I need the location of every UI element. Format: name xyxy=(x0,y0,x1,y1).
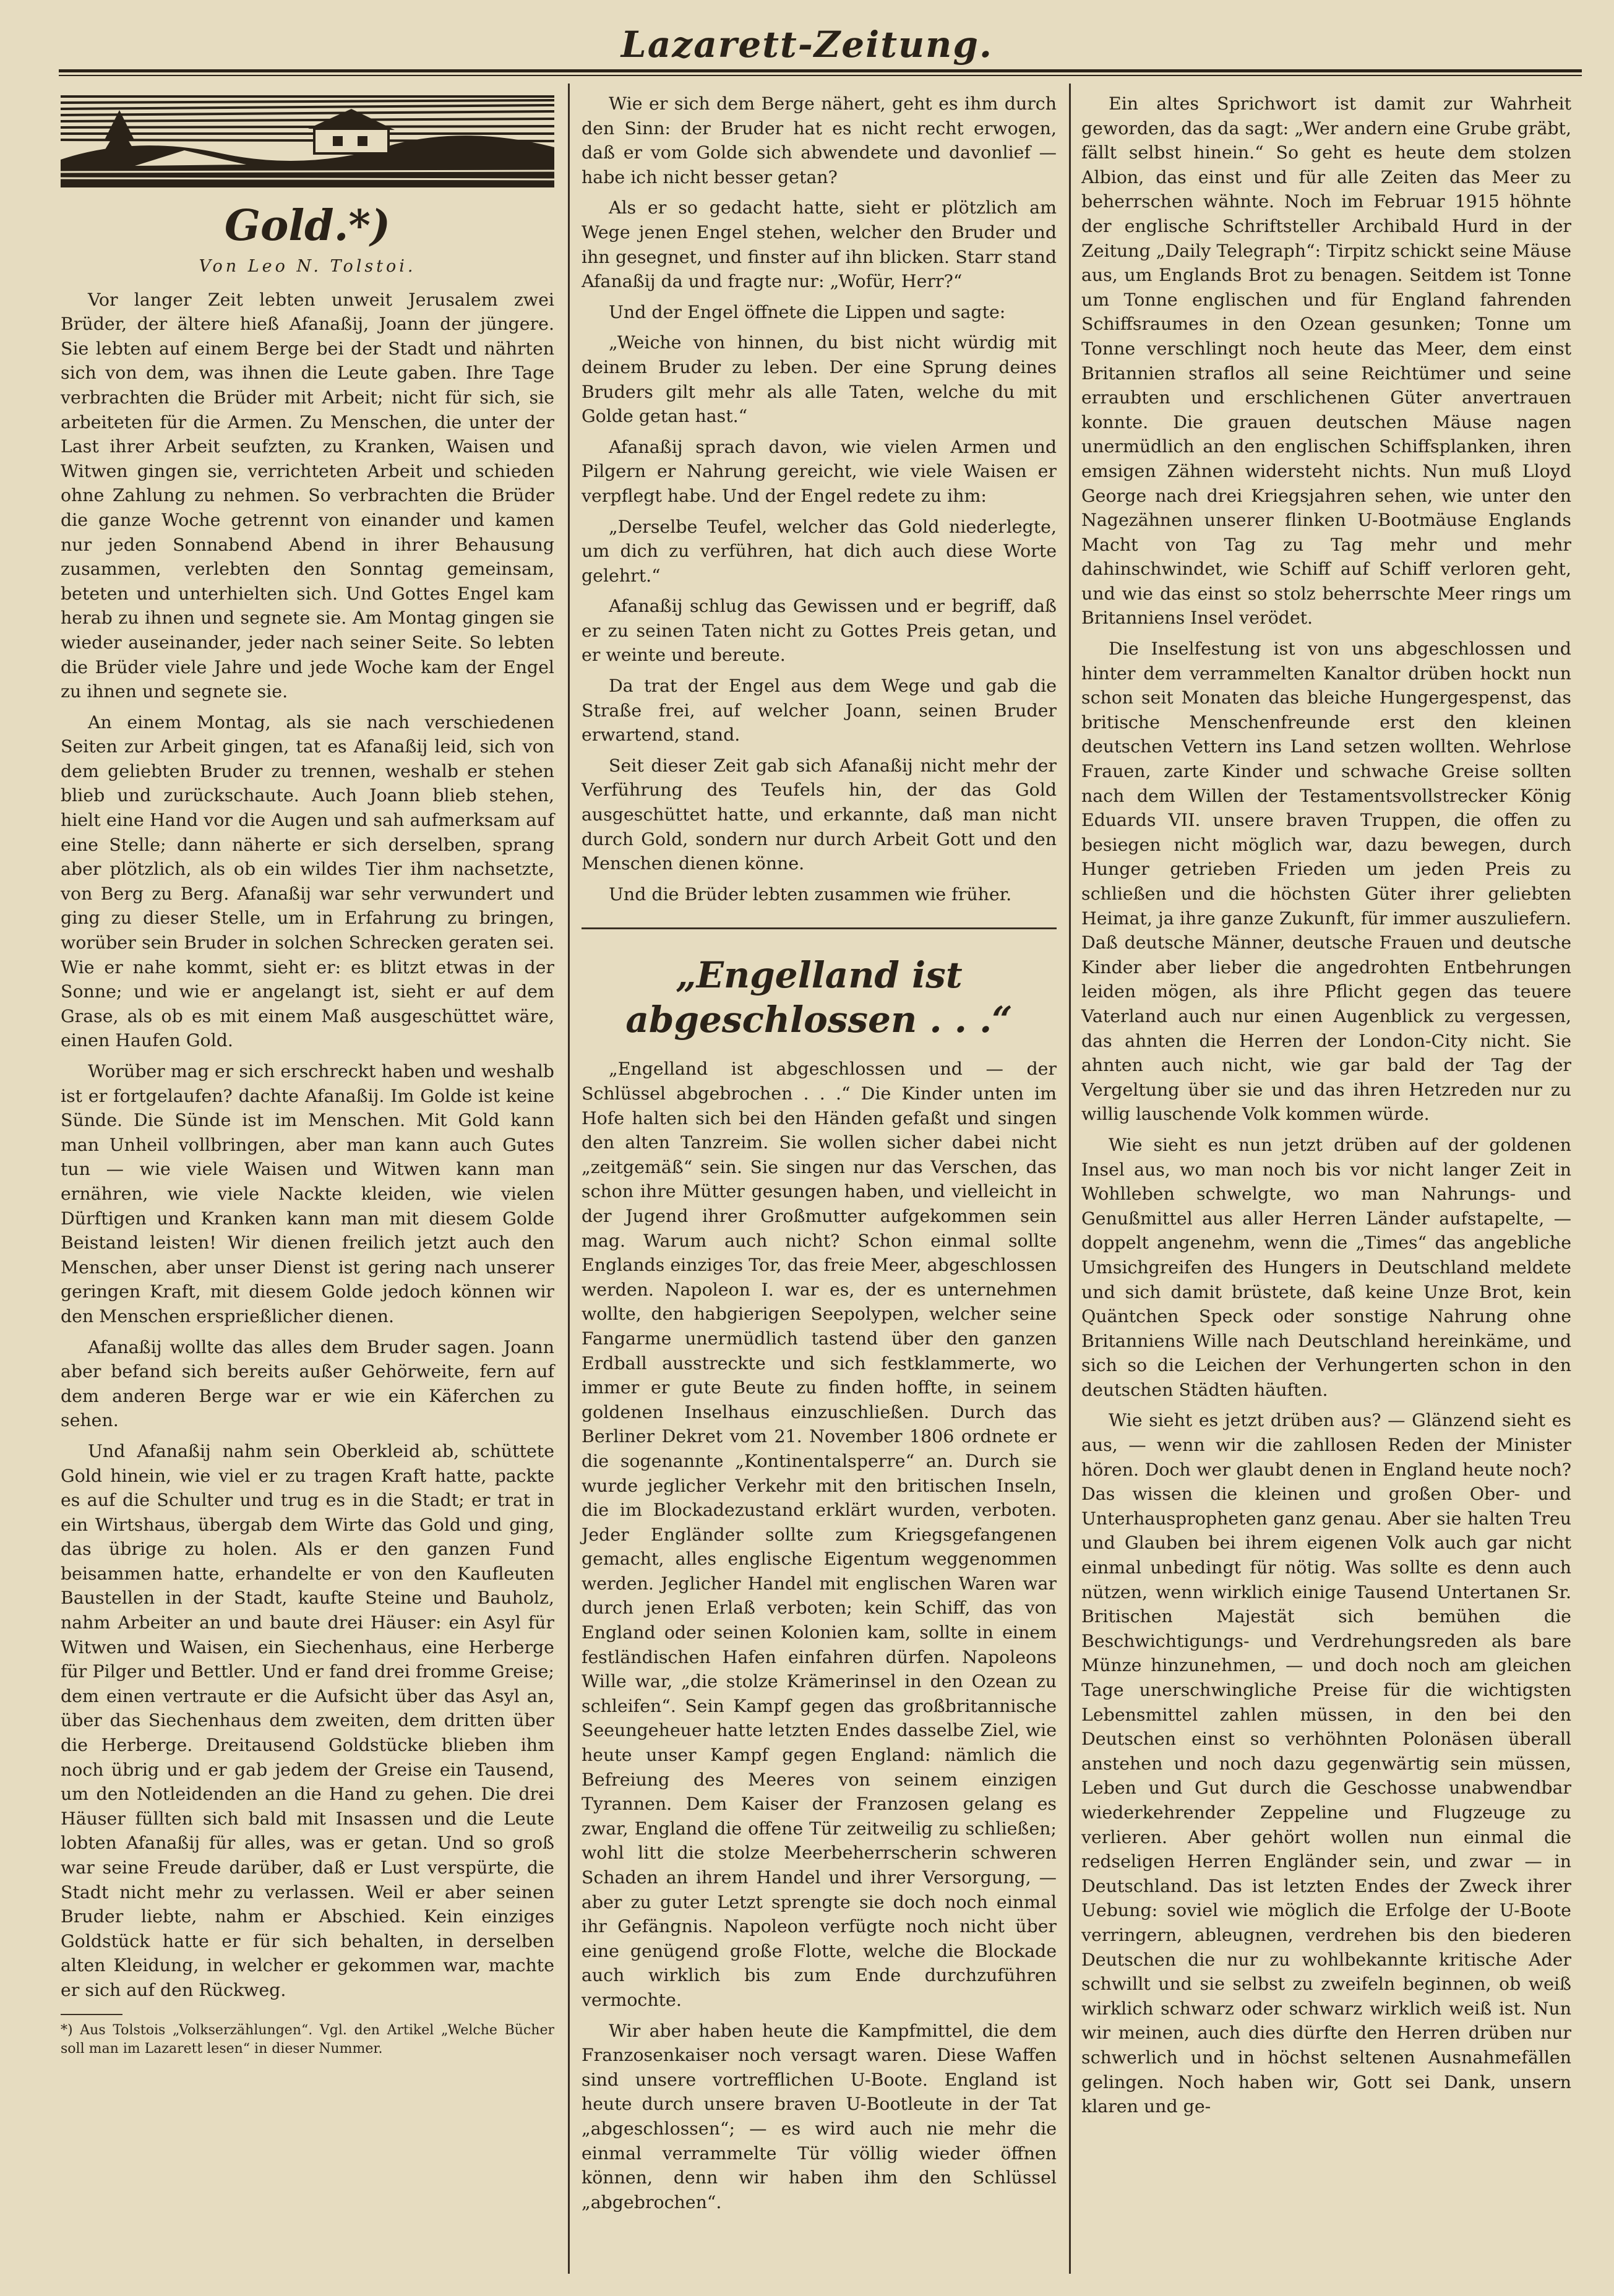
paragraph: An einem Montag, als sie nach verschiedenen Seiten zur Arbeit gingen, tat es Afanaßij leid, sich von dem geliebten Bruder zu trennen, weshalb er stehen blieb und zurückschaute. Auch Joann blieb stehen, hielt eine Hand vor die Augen und sah aufmerksam auf eine Stelle; dann näherte er sich derselben, sprang aber plötzlich, als ob ein wildes Tier ihm nachsetzte, von Berg zu Berg. Afanaßij war sehr verwundert und ging zu dieser Stelle, um in Erfahrung zu bringen, worüber sein Bruder in solchen Schrecken geraten sei. Wie er nahe kommt, sieht er: es blitzt etwas in der Sonne; und wie er angelangt ist, sieht er auf dem Grase, als ob es mit einem Maß ausgeschüttet wäre, einen Haufen Gold. xyxy=(61,712,554,1051)
paragraph: Die Inselfestung ist von uns abgeschlossen und hinter dem verrammelten Kanaltor drüben hockt nun schon seit Monaten das bleiche Hungergespenst, das britische Menschenfreunde erst den kleinen deutschen Vettern ins Land setzen wollten. Wehrlose Frauen, zarte Kinder und schwache Greise sollten nach dem Willen der Testamentsvollstrecker König Eduards VII. unsere braven Truppen, die offen zu besiegen nicht möglich war, dazu bewegen, durch Hunger getrieben Frieden um jeden Preis zu schließen und die höchsten Güter ihrer geliebten Heimat, ja ihre ganze Zukunft, für immer auszuliefern. Daß deutsche Männer, deutsche Frauen und deutsche Kinder aber lieber die angedrohten Entbehrungen leiden mögen, als ihre Pflicht gegen das teuere Vaterland auch nur einen Augenblick zu vergessen, das ahnten die Herren der London-City nicht. Sie ahnten auch nicht, wie gar bald der Tag der Vergeltung über sie und das ihren Hetzreden nur zu willig lauschende Volk kommen würde. xyxy=(1081,638,1571,1125)
paragraph: Wie er sich dem Berge nähert, geht es ihm durch den Sinn: der Bruder hat es nicht recht erwogen, daß er vom Golde sich abwendete und davonlief — habe ich nicht besser getan? xyxy=(582,93,1057,187)
paragraph: „Derselbe Teufel, welcher das Gold niederlegte, um dich zu verführen, hat dich auch diese Worte gelehrt.“ xyxy=(582,516,1057,586)
paragraph: Und Afanaßij nahm sein Oberkleid ab, schüttete Gold hinein, wie viel er zu tragen Kraft hatte, packte es auf die Schulter und trug es in die Stadt; er trat in ein Wirtshaus, übergab dem Wirte das Gold und ging, das übrige zu holen. Als er den ganzen Fund beisammen hatte, erhandelte er von den Kaufleuten Baustellen in der Stadt, kaufte Steine und Bauholz, nahm Arbeiter an und baute drei Häuser: ein Asyl für Witwen und Waisen, ein Siechenhaus, eine Herberge für Pilger und Bettler. Und er fand drei fromme Greise; dem einen vertraute er die Aufsicht über das Asyl an, über das Siechenhaus dem zweiten, dem dritten über die Herberge. Dreitausend Goldstücke blieben ihm noch übrig und er gab jedem der Greise ein Tausend, um den Notleidenden an die Hand zu gehen. Die drei Häuser füllten sich bald mit Insassen und die Leute lobten Afanaßij für alles, was er getan. Und so groß war seine Freude darüber, daß er Lust verspürte, die Stadt nicht mehr zu verlassen. Weil er aber seinen Bruder liebte, nahm er Abschied. Kein einziges Goldstück hatte er für sich behalten, in derselben alten Kleidung, in welcher er gekommen war, machte er sich auf den Rückweg. xyxy=(61,1440,554,2000)
footnote: *) Aus Tolstois „Volkserzählungen“. Vgl. den Artikel „Welche Bücher soll man im Lazarett lesen“ in dieser Nummer. xyxy=(61,2022,554,2057)
article-byline: Von Leo N. Tolstoi. xyxy=(199,257,416,276)
paragraph: Und die Brüder lebten zusammen wie früher. xyxy=(609,884,1012,905)
paragraph: Als er so gedacht hatte, sieht er plötzlich am Wege jenen Engel stehen, welcher den Bruder und ihn gesegnet, und finster auf ihn blicken. Starr stand Afanaßij da und fragte nur: „Wofür, Herr?“ xyxy=(582,197,1057,292)
paragraph: Da trat der Engel aus dem Wege und gab die Straße frei, auf welcher Joann, seinen Bruder erwartend, stand. xyxy=(582,676,1057,746)
paragraph: Worüber mag er sich erschreckt haben und weshalb ist er fortgelaufen? dachte Afanaßij. Im Golde ist keine Sünde. Die Sünde ist im Menschen. Mit Gold kann man Unheil vollbringen, aber man kann auch Gutes tun — wie viele Waisen und Witwen kann man ernähren, wie viele Nackte kleiden, wie vielen Dürftigen und Kranken kann man mit diesem Golde Beistand leisten! Wir dienen freilich jetzt auch den Menschen, aber unser Dienst ist gering nach unserer geringen Kraft, mit diesem Golde jedoch können wir den Menschen ersprießlicher dienen. xyxy=(61,1061,554,1326)
column-divider xyxy=(1069,84,1071,2274)
paragraph: Afanaßij wollte das alles dem Bruder sagen. Joann aber befand sich bereits außer Gehörweite, fern auf dem anderen Berge war er wie ein Käferchen zu sehen. xyxy=(61,1336,554,1431)
woodcut-landscape-image xyxy=(61,92,554,187)
column-divider xyxy=(568,84,570,2274)
paragraph: Afanaßij schlug das Gewissen und er begriff, daß er zu seinen Taten nicht zu Gottes Preis getan, und er weinte und bereute. xyxy=(582,596,1057,666)
paragraph: „Engelland ist abgeschlossen und — der Schlüssel abgebrochen . . .“ Die Kinder unten im Hofe halten sich bei den Händen gefaßt und singen den alten Tanzreim. Sie wollen sicher dabei nicht „zeitgemäß“ sein. Sie singen nur das Verschen, das schon ihre Mütter gesungen haben, und vielleicht in der Jugend ihrer Großmutter aufgekommen sein mag. Warum auch nicht? Schon einmal sollte Englands einziges Tor, das freie Meer, abgeschlossen werden. Napoleon I. war es, der es unternehmen wollte, den habgierigen Seepolypen, welcher seine Fangarme unermüdlich tastend über den ganzen Erdball ausstreckte und sich festklammerte, wo immer er gute Beute zu finden hoffte, in seinem goldenen Inselhaus einzuschließen. Durch das Berliner Dekret vom 21. November 1806 ordnete er die sogenannte „Kontinentalsperre“ an. Durch sie wurde jeglicher Verkehr mit den britischen Inseln, die im Blockadezustand erklärt wurden, verboten. Jeder Engländer sollte zum Kriegsgefangenen gemacht, alles englische Eigentum weggenommen werden. Jeglicher Handel mit englischen Waren war durch jenen Erlaß verboten; kein Schiff, das von England oder seinen Kolonien kam, sollte in einem festländischen Hafen einfahren dürfen. Napoleons Wille war, „die stolze Krämerinsel in den Ozean zu schleifen“. Sein Kampf gegen das großbritannische Seeungeheuer hatte letzten Endes dasselbe Ziel, wie heute unser Kampf gegen England: nämlich die Befreiung des Meeres von seinem einzigen Tyrannen. Dem Kaiser der Franzosen gelang es zwar, England die offene Tür zeitweilig zu schließen; wohl litt die stolze Meerbeherrscherin schweren Schaden an ihrem Handel und ihrer Versorgung, — aber zu guter Letzt sprengte sie doch noch einmal ihr Gefängnis. Napoleon verfügte noch nicht über eine genügend große Flotte, welche die Blockade auch wirklich bis zum Ende durchzuführen vermochte. xyxy=(582,1059,1057,2010)
masthead-rule xyxy=(59,69,1582,72)
paragraph: Und der Engel öffnete die Lippen und sagte: xyxy=(609,301,1006,322)
paragraph: Wie sieht es jetzt drüben aus? — Glänzend sieht es aus, — wenn wir die zahllosen Reden der Minister hören. Doch wer glaubt denen in England heute noch? Das wissen die kleinen und großen Ober- und Unterhauspropheten ganz genau. Aber sie halten Treu und Glauben bei ihrem eigenen Volk auch gar nicht einmal unbedingt für nötig. Was sollte es denn auch nützen, wenn wirklich einige Tausend Untertanen Sr. Britischen Majestät sich bemühen die Beschwichtigungs- und Verdrehungsreden als bare Münze hinzunehmen, — und doch noch am gleichen Tage unerschwingliche Preise für die wichtigsten Lebensmittel zahlen müssen, in den bei den Deutschen einst so verhöhnten Polonäsen überall anstehen und noch dazu gegenwärtig sein müssen, Leben und Gut durch die Geschosse unabwendbar wiederkehrender Zeppeline und Flugzeuge zu verlieren. Aber gehört wollen nun einmal die redseligen Herren Engländer sein, und zwar — in Deutschland. Das ist letzten Endes der Zweck ihrer Uebung: soviel wie möglich die Erfolge der U-Boote verringern, ableugnen, verdrehen bis den biederen Deutschen die nur zu wohlbekannte kritische Ader schwillt und sie selbst zu zweifeln beginnen, ob weiß wirklich schwarz oder schwarz wirklich weiß ist. Nun wir meinen, auch dies dürfte den Herren drüben nur schwerlich und in höchst seltenen Ausnahmefällen gelingen. Noch haben wir, Gott sei Dank, unsern klaren und ge- xyxy=(1081,1410,1571,2117)
column-3 xyxy=(1081,92,1571,2125)
column-1 xyxy=(61,92,554,2058)
paragraph: „Weiche von hinnen, du bist nicht würdig mit deinem Bruder zu leben. Der eine Sprung deines Bruders gilt mehr als alle Taten, welche du mit Golde getan hast.“ xyxy=(582,332,1057,427)
masthead-rule-thin xyxy=(59,75,1582,76)
footnote-rule xyxy=(61,2014,122,2015)
paragraph: Vor langer Zeit lebten unweit Jerusalem zwei Brüder, der ältere hieß Afanaßij, Joann der jüngere. Sie lebten auf einem Berge bei der Stadt und nährten sich von dem, was ihnen die Leute gaben. Ihre Tage verbrachten die Brüder mit Arbeit; nicht für sich, sie arbeiteten für die Armen. Zu Menschen, die unter der Last ihrer Arbeit seufzten, zu Kranken, Waisen und Witwen gingen sie, verrichteten Arbeit und schieden ohne Zahlung zu nehmen. So verbrachten die Brüder die ganze Woche getrennt von einander und kamen nur jeden Sonnabend Abend in ihrer Behausung zusammen, verlebten den Sonntag gemeinsam, beteten und unterhielten sich. Und Gottes Engel kam herab zu ihnen und segnete sie. Am Montag gingen sie wieder auseinander, jeder nach seiner Seite. So lebten die Brüder viele Jahre und jede Woche kam der Engel zu ihnen und segnete sie. xyxy=(61,289,554,702)
article-separator xyxy=(582,927,1057,929)
paragraph: Ein altes Sprichwort ist damit zur Wahrheit geworden, das da sagt: „Wer andern eine Grube gräbt, fällt selbst hinein.“ So geht es heute dem stolzen Albion, das einst und für alle Zeiten das Meer zu beherrschen wähnte. Noch im Februar 1915 höhnte der englische Schriftsteller Archibald Hurd in der Zeitung „Daily Telegraph“: Tirpitz schickt seine Mäuse aus, um Englands Brot zu benagen. Seitdem ist Tonne um Tonne englischen und für England fahrenden Schiffsraumes in den Ozean gesunken; Tonne um Tonne verschlingt noch heute das Meer, dem einst Britannien straflos all seine Reichtümer und seine erraubten und erschlichenen Güter anvertrauen konnte. Die grauen deutschen Mäuse nagen unermüdlich an den englischen Schiffsplanken, ihren emsigen Zähnen widersteht nichts. Nun muß Lloyd George nach drei Kriegsjahren sehen, wie unter den Nagezähnen unserer flinken U-Bootmäuse Englands Macht von Tag zu Tag mehr und mehr dahinschwindet, wie Schiff auf Schiff verloren geht, und wie das einst so stolz beherrschte Meer rings um Britanniens Insel verödet. xyxy=(1081,93,1571,629)
column-2 xyxy=(582,92,1057,2221)
paragraph: Wir aber haben heute die Kampfmittel, die dem Franzosenkaiser noch versagt waren. Diese Waffen sind unsere vortrefflichen U-Boote. England ist heute durch unsere braven U-Bootleute in der Tat „abgeschlossen“; — es wird auch nie mehr die einmal verrammelte Tür völlig wieder öffnen können, denn wir haben ihm den Schlüssel „abgebrochen“. xyxy=(582,2020,1057,2212)
paragraph: Seit dieser Zeit gab sich Afanaßij nicht mehr der Verführung des Teufels hin, der das Gold ausgeschüttet hatte, und erkannte, daß man nicht durch Gold, sondern nur durch Arbeit Gott und den Menschen dienen könne. xyxy=(582,755,1057,874)
article-title-gold: Gold.*) xyxy=(224,201,391,251)
masthead-title: Lazarett-Zeitung. xyxy=(620,24,994,66)
paragraph: Afanaßij sprach davon, wie vielen Armen und Pilgern er Nahrung gereicht, wie viele Waisen er verpflegt habe. Und der Engel redete zu ihm: xyxy=(582,436,1057,506)
article-title-engelland: „Engelland ist abgeschlossen . . .“ xyxy=(625,954,1013,1041)
paragraph: Wie sieht es nun jetzt drüben auf der goldenen Insel aus, wo man noch bis vor nicht langer Zeit in Wohlleben schwelgte, wo man Nahrungs- und Genußmittel aus aller Herren Länder aufstapelte, — doppelt angenehm, wenn die „Times“ das angebliche Umsichgreifen des Hungers in Deutschland meldete und sich damit brüstete, daß keine Unze Brot, kein Quäntchen Speck oder sonstige Nahrung ohne Britanniens Wille nach Deutschland hereinkäme, und sich so die Leichen der Verhungerten schon in den deutschen Städten häuften. xyxy=(1081,1134,1571,1400)
